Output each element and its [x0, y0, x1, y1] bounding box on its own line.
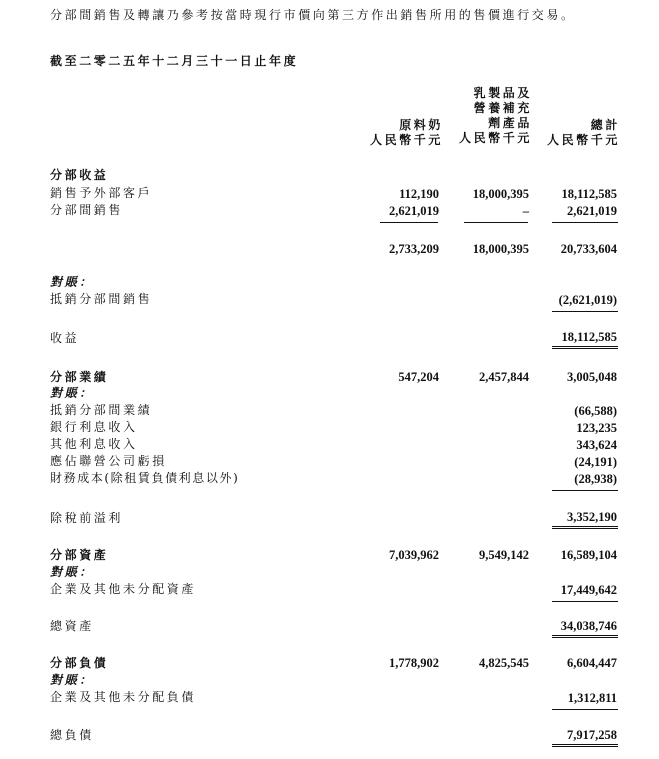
corp-liab-c3: 1,312,811 — [567, 691, 617, 705]
ext-sales-c2: 18,000,395 — [472, 187, 529, 201]
seg-results-c3: 3,005,048 — [567, 370, 617, 384]
header-col2: 乳製品及 營養補充 劑產品 人民幣千元 — [458, 86, 532, 145]
intro-text: 分部間銷售及轉讓乃參考按當時現行市價向第三方作出銷售所用的售價進行交易。 — [50, 8, 576, 22]
total-liab-c3: 7,917,258 — [567, 728, 617, 742]
segment-revenue-title: 分部收益 — [50, 168, 109, 182]
total-liab-label: 總負債 — [50, 728, 94, 742]
jv-loss-label: 應佔聯營公司虧損 — [50, 454, 167, 468]
double-rule — [552, 526, 618, 529]
corp-assets-label: 企業及其他未分配資產 — [50, 582, 197, 596]
rule — [552, 490, 618, 491]
jv-loss-c3: (24,191) — [574, 455, 617, 469]
total-assets-label: 總資產 — [50, 619, 94, 633]
elim-results-label: 抵銷分部間業績 — [50, 403, 153, 417]
reconciliation-label: 對賬： — [50, 386, 94, 400]
seg-results-c1: 547,204 — [398, 370, 439, 384]
elim-sales-label: 抵銷分部間銷售 — [50, 292, 153, 306]
seg-results-label: 分部業績 — [50, 370, 109, 384]
revenue-c3: 18,112,585 — [561, 330, 617, 344]
revenue-label: 收益 — [50, 331, 80, 345]
seg-liab-c3: 6,604,447 — [567, 656, 617, 670]
other-interest-c3: 343,624 — [576, 438, 617, 452]
seg-assets-c3: 16,589,104 — [560, 548, 617, 562]
inter-sales-c1: 2,621,019 — [389, 204, 439, 218]
seg-results-c2: 2,457,844 — [479, 370, 529, 384]
finance-costs-label: 財務成本(除租賃負債利息以外) — [50, 471, 240, 485]
rule — [552, 601, 618, 602]
reconciliation-label: 對賬： — [50, 673, 94, 687]
header-col3: 總計 人民幣千元 — [546, 118, 620, 147]
rule — [552, 709, 618, 710]
seg-assets-c2: 9,549,142 — [479, 548, 529, 562]
total-assets-c3: 34,038,746 — [560, 619, 617, 633]
rule — [380, 222, 438, 223]
double-rule — [552, 346, 618, 349]
double-rule — [552, 635, 618, 638]
corp-liab-label: 企業及其他未分配負債 — [50, 690, 197, 704]
elim-results-c3: (66,588) — [574, 404, 617, 418]
inter-sales-c3: 2,621,019 — [567, 204, 617, 218]
ext-sales-label: 銷售予外部客戶 — [50, 186, 153, 200]
seg-liab-c2: 4,825,545 — [479, 656, 529, 670]
reconciliation-label: 對賬： — [50, 275, 94, 289]
corp-assets-c3: 17,449,642 — [560, 583, 617, 597]
subtotal-c3: 20,733,604 — [560, 242, 617, 256]
bank-interest-c3: 123,235 — [576, 421, 617, 435]
rule — [552, 311, 618, 312]
period-title: 截至二零二五年十二月三十一日止年度 — [50, 54, 299, 68]
inter-sales-label: 分部間銷售 — [50, 203, 124, 217]
other-interest-label: 其他利息收入 — [50, 437, 138, 451]
subtotal-c1: 2,733,209 — [389, 242, 439, 256]
header-col1: 原料奶 人民幣千元 — [369, 118, 443, 147]
seg-liab-c1: 1,778,902 — [389, 656, 439, 670]
double-rule — [552, 744, 618, 747]
seg-liab-label: 分部負債 — [50, 656, 109, 670]
pbt-label: 除稅前溢利 — [50, 511, 124, 525]
reconciliation-label: 對賬： — [50, 565, 94, 579]
bank-interest-label: 銀行利息收入 — [50, 420, 138, 434]
ext-sales-c1: 112,190 — [399, 187, 439, 201]
pbt-c3: 3,352,190 — [567, 510, 617, 524]
rule — [552, 222, 618, 223]
elim-sales-c3: (2,621,019) — [558, 293, 617, 307]
seg-assets-label: 分部資產 — [50, 548, 109, 562]
ext-sales-c3: 18,112,585 — [561, 187, 617, 201]
finance-costs-c3: (28,938) — [574, 472, 617, 486]
subtotal-c2: 18,000,395 — [472, 242, 529, 256]
seg-assets-c1: 7,039,962 — [389, 548, 439, 562]
rule — [464, 222, 528, 223]
inter-sales-c2: – — [522, 204, 529, 218]
